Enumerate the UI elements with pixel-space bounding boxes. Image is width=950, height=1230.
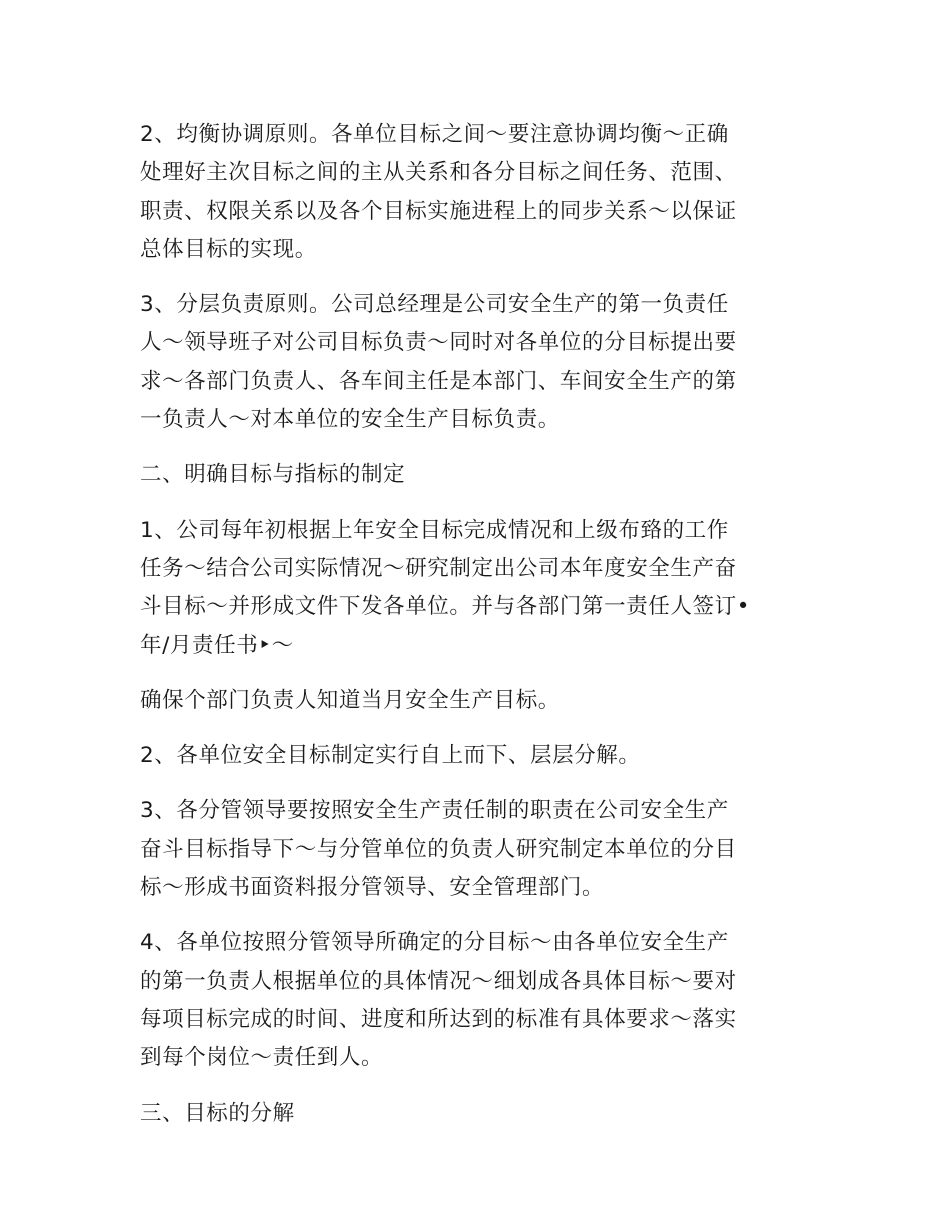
paragraph-monthly-awareness [140, 682, 820, 720]
document-body [140, 116, 820, 1150]
text-line: 2、均衡协调原则。各单位目标之间～要注意协调均衡～正确 [140, 122, 729, 147]
text-line: 每项目标完成的时间、进度和所达到的标准有具体要求～落实 [140, 1006, 737, 1032]
text-line: 人～领导班子对公司目标负责～同时对各单位的分目标提出要 [140, 330, 737, 356]
text-line: 求～各部门负责人、各车间主任是本部门、车间安全生产的第 [140, 368, 737, 394]
heading-text: 三、目标的分解 [140, 1100, 295, 1126]
paragraph-leader-guidance [140, 792, 820, 907]
text-line: 3、分层负责原则。公司总经理是公司安全生产的第一负责任 [140, 292, 729, 318]
text-line: 一负责人～对本单位的安全生产目标负责。 [140, 407, 560, 433]
text-line: 确保个部门负责人知道当月安全生产目标。 [140, 687, 560, 713]
text-line: 总体目标的实现。 [140, 236, 317, 262]
paragraph-layered-responsibility [140, 286, 820, 439]
text-line: 任务～结合公司实际情况～研究制定出公司本年度安全生产奋 [140, 555, 737, 581]
heading-text: 二、明确目标与指标的制定 [140, 462, 406, 488]
text-line: 年/月责任书‣～ [140, 632, 294, 658]
paragraph-annual-targets [140, 512, 820, 665]
section-heading-target-decomposition [140, 1095, 820, 1133]
text-line: 标～形成书面资料报分管领导、安全管理部门。 [140, 875, 605, 901]
text-line: 4、各单位按照分管领导所确定的分目标～由各单位安全生产 [140, 930, 729, 956]
text-line: 1、公司每年初根据上年安全目标完成情况和上级布臵的工作 [140, 517, 729, 543]
paragraph-balance-principle [140, 116, 820, 269]
section-heading-target-setting [140, 456, 820, 494]
paragraph-top-down [140, 737, 820, 775]
text-line: 斗目标～并形成文件下发各单位。并与各部门第一责任人签订• [140, 594, 750, 620]
text-line: 2、各单位安全目标制定实行自上而下、层层分解。 [140, 743, 641, 769]
text-line: 的第一负责人根据单位的具体情况～细划成各具体目标～要对 [140, 968, 737, 994]
text-line: 职责、权限关系以及各个目标实施进程上的同步关系～以保证 [140, 198, 737, 224]
text-line: 奋斗目标指导下～与分管单位的负责人研究制定本单位的分目 [140, 836, 737, 862]
paragraph-unit-breakdown [140, 924, 820, 1077]
text-line: 3、各分管领导要按照安全生产责任制的职责在公司安全生产 [140, 798, 729, 824]
text-line: 到每个岗位～责任到人。 [140, 1045, 384, 1071]
text-line: 处理好主次目标之间的主从关系和各分目标之间任务、范围、 [140, 160, 737, 186]
